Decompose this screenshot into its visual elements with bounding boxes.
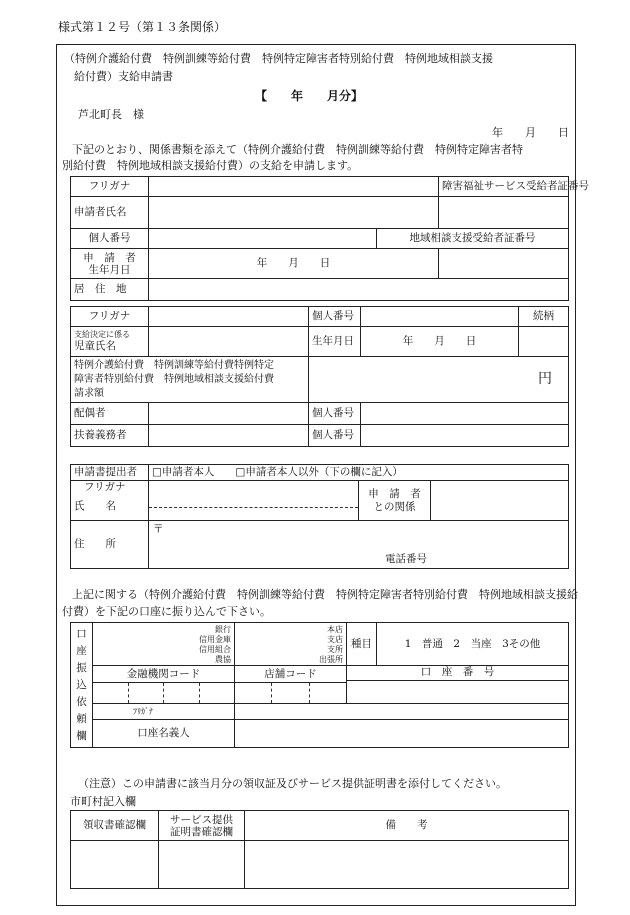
furigana-label: フリガナ xyxy=(71,177,149,197)
transfer-line2: 付費）を下記の口座に振り込んで下さい。 xyxy=(62,605,271,618)
intro-line1: 下記のとおり、関係書類を添えて（特例介護給付費 特例訓練等給付費 特例特定障害者特 xyxy=(72,143,523,156)
supporter-label: 扶養義務者 xyxy=(71,425,149,447)
child-name-label: 支給決定に係る 児童氏名 xyxy=(71,327,149,357)
holder-field[interactable] xyxy=(235,720,569,748)
account-no-label: 口 座 番 号 xyxy=(347,666,569,681)
form-title-line2: 給付費）支給申請書 xyxy=(74,70,173,83)
claim-label: 特例介護給付費 特例訓練等給付費特例特定 障害者特別給付費 特例地域相談支援給付費 請求額 xyxy=(71,357,309,403)
furigana-field[interactable] xyxy=(149,177,439,197)
submitter-self-checkbox[interactable]: □申請者本人 xyxy=(152,466,215,478)
remarks-field[interactable] xyxy=(245,841,569,889)
relation-field[interactable] xyxy=(519,327,569,357)
recipient-no-label: 障害福祉サービス受給者証番号 xyxy=(439,177,569,197)
holder-furigana-field[interactable] xyxy=(235,704,569,720)
phone-label: 電話番号 xyxy=(385,553,427,565)
child-birth-label: 生年月日 xyxy=(309,327,361,357)
spouse-field[interactable] xyxy=(149,403,309,425)
applicant-table xyxy=(70,176,589,301)
service-check-field[interactable] xyxy=(159,841,245,889)
date: 年 月 日 xyxy=(492,126,569,139)
birth-field[interactable]: 年 月 日 xyxy=(149,249,439,279)
relation-label: 続柄 xyxy=(519,307,569,327)
bank-name-field[interactable]: 銀行 信用金庫 信用組合 農協 xyxy=(93,623,235,666)
child-furigana-field[interactable] xyxy=(149,307,309,327)
form-number: 様式第１２号（第１３条関係） xyxy=(58,20,227,34)
holder-label: 口座名義人 xyxy=(93,720,235,748)
address-label: 居 住 地 xyxy=(71,279,149,301)
child-my-number-field[interactable] xyxy=(361,307,519,327)
submitter-label: 申請書提出者 xyxy=(71,465,149,481)
consult-no-label: 地域相談支援受給者証番号 xyxy=(377,229,569,249)
submitter-address-field[interactable] xyxy=(149,521,569,569)
addressee: 芦北町長 様 xyxy=(78,108,144,121)
supporter-my-number-field[interactable] xyxy=(361,425,569,447)
birth-label: 申 請 者 生年月日 xyxy=(71,249,149,279)
bank-code-cell[interactable]: 金融機関コード xyxy=(93,666,235,704)
kind-options[interactable]: 1 普通 2 当座 3その他 xyxy=(377,623,569,666)
bank-side-label: 口 座 振 込 依 頼 欄 xyxy=(71,623,93,748)
transfer-line1: 上記に関する（特例介護給付費 特例訓練等給付費 特例特定障害者特別給付費 特例地域相談支援給 xyxy=(72,588,578,601)
supporter-field[interactable] xyxy=(149,425,309,447)
submitter-relation-field[interactable] xyxy=(431,481,569,521)
my-number-label: 個人番号 xyxy=(71,229,149,249)
my-number-field[interactable] xyxy=(149,229,377,249)
child-name-field[interactable] xyxy=(149,327,309,357)
spouse-label: 配偶者 xyxy=(71,403,149,425)
account-no-field[interactable] xyxy=(347,680,569,703)
child-birth-field[interactable]: 年 月 日 xyxy=(361,327,519,357)
child-table xyxy=(70,306,569,447)
submitter-relation-label: 申 請 者 との関係 xyxy=(359,481,431,521)
remarks-label: 備 考 xyxy=(245,811,569,841)
child-my-number-label: 個人番号 xyxy=(309,307,361,327)
receipt-check-field[interactable] xyxy=(71,841,159,889)
claim-amount-field[interactable]: 円 xyxy=(309,357,569,403)
submitter-table xyxy=(70,464,569,569)
holder-furigana-label: ﾌﾘｶﾞﾅ xyxy=(93,704,235,720)
note: （注意）この申請書に該当月分の領収証及びサービス提供証明書を添付してください。 xyxy=(78,777,507,790)
recipient-no-field[interactable] xyxy=(439,197,569,229)
child-furigana-label: フリガナ xyxy=(71,307,149,327)
period: 【 年 月分】 xyxy=(255,89,364,103)
supporter-my-number-label: 個人番号 xyxy=(309,425,361,447)
submitter-address-label: 住 所 xyxy=(71,521,149,569)
intro-line2: 別給付費 特例地域相談支援給付費）の支給を申請します。 xyxy=(62,159,359,172)
bank-table xyxy=(70,622,569,748)
spouse-my-number-field[interactable] xyxy=(361,403,569,425)
branch-name-field[interactable]: 本店 支店 支所 出張所 xyxy=(235,623,347,666)
applicant-name-label: 申請者氏名 xyxy=(71,197,149,229)
form-title-line1: （特例介護給付費 特例訓練等給付費 特例特定障害者特別給付費 特例地域相談支援 xyxy=(64,52,493,65)
receipt-check-label: 領収書確認欄 xyxy=(71,811,159,841)
postal-mark: 〒 xyxy=(153,523,164,535)
service-check-label: サービス提供 証明書確認欄 xyxy=(159,811,245,841)
address-field[interactable] xyxy=(149,279,569,301)
submitter-other-checkbox[interactable]: □申請者本人以外（下の欄に記入） xyxy=(235,466,403,478)
submitter-options[interactable] xyxy=(149,465,569,481)
applicant-name-field[interactable] xyxy=(149,197,439,229)
spouse-my-number-label: 個人番号 xyxy=(309,403,361,425)
consult-no-field[interactable] xyxy=(439,249,569,279)
submitter-name-field[interactable] xyxy=(149,481,359,521)
submitter-name-label: フリガナ 氏 名 xyxy=(71,481,149,521)
branch-code-cell[interactable]: 店舗コード xyxy=(235,666,347,704)
city-title: 市町村記入欄 xyxy=(70,795,136,808)
kind-label: 種目 xyxy=(347,623,377,666)
city-table xyxy=(70,810,569,889)
